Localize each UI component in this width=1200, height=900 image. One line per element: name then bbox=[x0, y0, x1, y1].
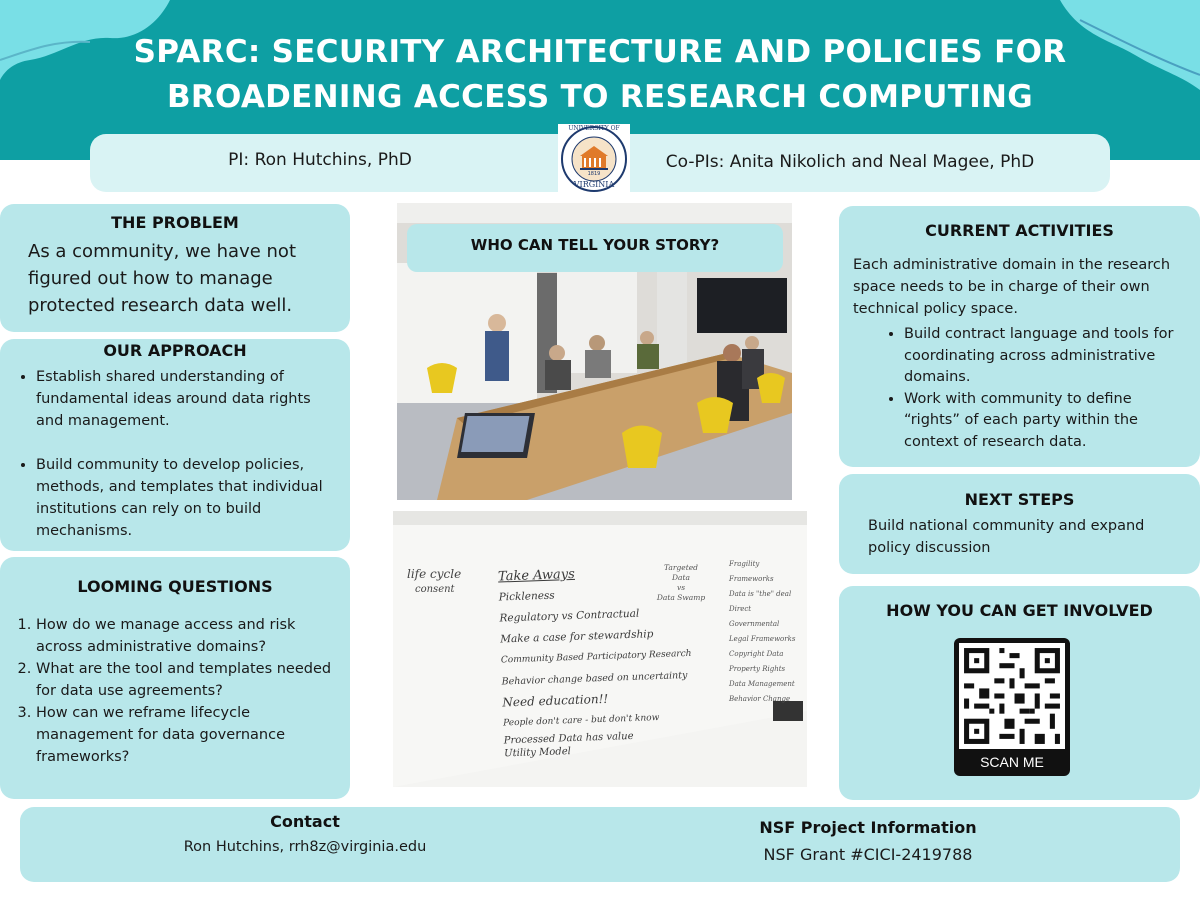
wb-right-line: Governmental bbox=[729, 620, 780, 628]
question-item: 2. What are the tool and templates needed for data use agreements? bbox=[36, 658, 336, 702]
questions-panel bbox=[0, 557, 350, 799]
problem-heading: THE PROBLEM bbox=[111, 213, 239, 232]
activity-item: • Work with community to define “rights” of each party within the context of research data. bbox=[904, 389, 1182, 454]
wb-right-line: Frameworks bbox=[729, 575, 774, 583]
wb-right-line: Copyright Data bbox=[729, 650, 784, 658]
questions-heading: LOOMING QUESTIONS bbox=[77, 577, 273, 596]
wb-right-line: Property Rights bbox=[729, 665, 786, 673]
problem-text: As a community, we have not figured out how to manage protected research data well. bbox=[28, 241, 296, 316]
wb-right-line: Data is "the" deal bbox=[729, 590, 792, 598]
approach-list bbox=[36, 366, 332, 542]
activities-heading: CURRENT ACTIVITIES bbox=[925, 221, 1114, 240]
next-steps-heading: NEXT STEPS bbox=[964, 490, 1075, 509]
wb-middle-line: Make a case for stewardship bbox=[500, 628, 654, 646]
seal-year: 1819 bbox=[587, 171, 601, 177]
wb-middle-line: Community Based Participatory Research bbox=[500, 648, 692, 666]
wb-right bbox=[729, 557, 805, 707]
poster-title bbox=[0, 30, 1200, 120]
activities-intro: Each administrative domain in the research space needs to be in charge of their own technical policy space. bbox=[853, 257, 1171, 317]
contact-text[interactable]: Ron Hutchins, rrh8z@virginia.edu bbox=[183, 839, 427, 855]
wb-middle-line: Take Aways bbox=[497, 566, 576, 585]
university-seal bbox=[558, 124, 630, 194]
qr-code-card[interactable] bbox=[954, 638, 1070, 776]
nsf-text: NSF Grant #CICI-2419788 bbox=[763, 845, 973, 864]
nsf-heading: NSF Project Information bbox=[759, 818, 977, 837]
wb-right-line: Data Management bbox=[729, 680, 795, 688]
title-line-2: BROADENING ACCESS TO RESEARCH COMPUTING bbox=[166, 79, 1034, 115]
activities-panel bbox=[839, 206, 1200, 467]
wb-middle-line: Need education!! bbox=[502, 691, 609, 710]
scan-me-label: SCAN ME bbox=[980, 754, 1044, 770]
wb-right-line: Behavior Change bbox=[729, 695, 791, 703]
involved-heading: HOW YOU CAN GET INVOLVED bbox=[886, 601, 1153, 620]
wb-right-top-line: Data Swamp bbox=[656, 593, 706, 602]
next-steps-text: Build national community and expand policy discussion bbox=[868, 518, 1145, 556]
whiteboard-photo bbox=[393, 511, 807, 787]
approach-item: • Establish shared understanding of fundamental ideas around data rights and management. bbox=[36, 366, 332, 432]
wb-middle-line: People don't care - but don't know bbox=[502, 713, 660, 729]
wb-right-line: Legal Frameworks bbox=[729, 635, 796, 643]
wb-middle-line: Utility Model bbox=[504, 746, 572, 760]
seal-text-top: UNIVERSITY OF bbox=[568, 125, 620, 132]
title-line-1: SPARC: SECURITY ARCHITECTURE AND POLICIES FOR bbox=[133, 34, 1067, 70]
contact-heading: Contact bbox=[270, 812, 340, 831]
activities-list bbox=[904, 324, 1182, 453]
approach-heading: OUR APPROACH bbox=[103, 341, 247, 360]
next-steps-panel bbox=[839, 474, 1200, 574]
pi-name: PI: Ron Hutchins, PhD bbox=[228, 150, 412, 170]
wb-left-line: life cycle bbox=[407, 567, 462, 581]
question-item: 1. How do we manage access and risk across administrative domains? bbox=[36, 614, 336, 658]
wb-right-top bbox=[655, 563, 707, 603]
wb-right-line: Direct bbox=[729, 605, 752, 613]
wb-right-top-line: vs bbox=[676, 583, 686, 592]
question-item: 3. How can we reframe lifecycle management for data governance frameworks? bbox=[36, 702, 336, 768]
wb-left-line: consent bbox=[415, 584, 455, 595]
approach-panel bbox=[0, 339, 350, 551]
story-heading: WHO CAN TELL YOUR STORY? bbox=[470, 236, 720, 254]
wb-middle-line: Regulatory vs Contractual bbox=[499, 607, 640, 625]
wb-middle-line: Pickleness bbox=[498, 589, 555, 604]
wb-right-top-line: Targeted Data bbox=[664, 563, 698, 582]
approach-item: • Build community to develop policies, methods, and templates that individual institutions can rely on to build mechanisms. bbox=[36, 454, 332, 542]
questions-list bbox=[36, 614, 336, 768]
copis-names: Co-PIs: Anita Nikolich and Neal Magee, PhD bbox=[665, 152, 1035, 172]
wb-right-line: Fragility bbox=[729, 560, 760, 568]
seal-text-bottom: VIRGINIA bbox=[573, 180, 615, 189]
wb-left bbox=[407, 566, 461, 598]
qr-code-icon[interactable] bbox=[959, 643, 1065, 749]
problem-panel bbox=[0, 204, 350, 332]
activity-item: • Build contract language and tools for coordinating across administrative domains. bbox=[904, 324, 1182, 389]
wb-middle-line: Behavior change based on uncertainty bbox=[501, 669, 688, 688]
wb-middle-line: Processed Data has value bbox=[503, 730, 634, 747]
